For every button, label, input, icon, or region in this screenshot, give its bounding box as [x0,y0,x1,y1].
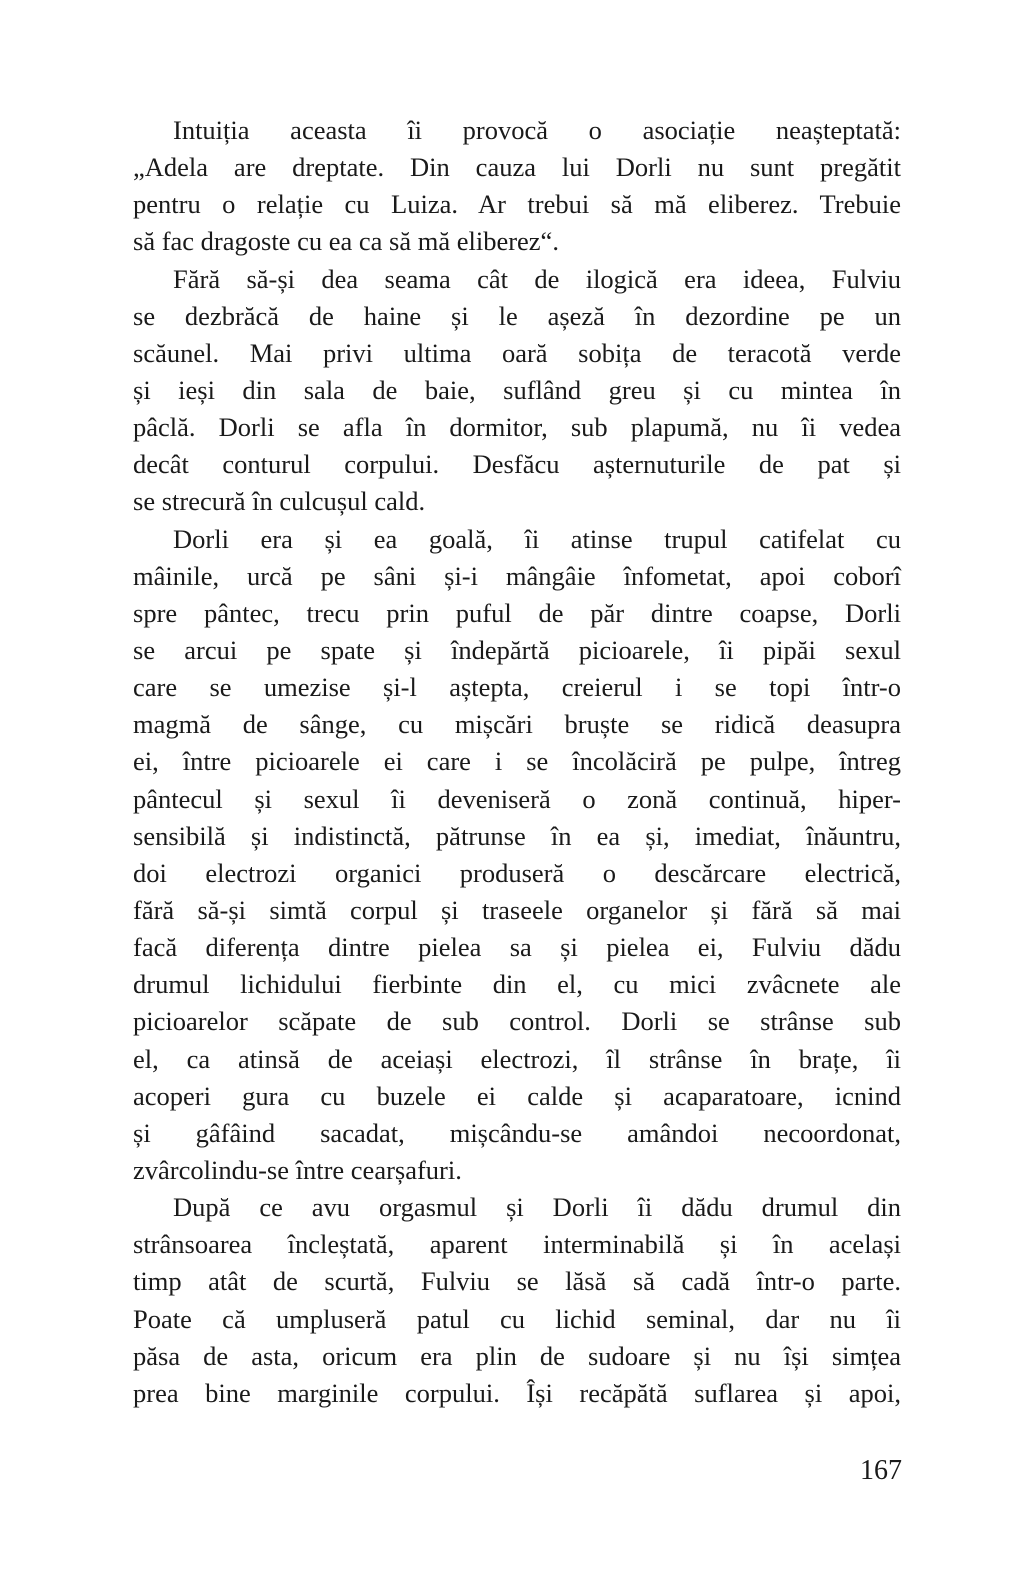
text-line: se arcui pe spate și îndepărtă picioarele, îi pipăi sexul [133,634,901,665]
text-line: pentru o relație cu Luiza. Ar trebui să mă eliberez. Trebuie [133,189,901,220]
text-line: zvârcolindu-se între cearșafuri. [133,1154,462,1185]
text-line: care se umezise și-l aștepta, creierul i se topi într-o [133,672,901,703]
text-line: Poate că umpluseră patul cu lichid seminal, dar nu îi [133,1303,901,1334]
page-number: 167 [860,1455,902,1486]
text-line: Fără să-și dea seama cât de ilogică era ideea, Fulviu [173,263,901,294]
text-line: facă diferența dintre pielea sa și pielea ei, Fulviu dădu [133,932,901,963]
text-line: drumul lichidului fierbinte din el, cu mici zvâcnete ale [133,969,901,1000]
text-line: se dezbrăcă de haine și le așeză în dezordine pe un [133,300,901,331]
text-line: se strecură în culcușul cald. [133,486,426,517]
text-line: el, ca atinsă de aceiași electrozi, îl strânse în brațe, îi [133,1043,901,1074]
text-line: sensibilă și indistinctă, pătrunse în ea și, imediat, înăuntru, [133,820,901,851]
text-line: magmă de sânge, cu mișcări bruște se ridică deasupra [133,709,901,740]
text-line: doi electrozi organici produseră o descărcare electrică, [133,857,901,888]
text-line: pântecul și sexul îi deveniseră o zonă continuă, hiper- [133,783,901,814]
text-line: picioarelor scăpate de sub control. Dorli se strânse sub [133,1006,901,1037]
body-text [133,112,901,1412]
text-line: și ieși din sala de baie, suflând greu și cu mintea în [133,374,901,405]
text-line: decât conturul corpului. Desfăcu așternuturile de pat și [133,449,901,480]
text-line: timp atât de scurtă, Fulviu se lăsă să cadă într-o parte. [133,1266,901,1297]
text-line: păsa de asta, oricum era plin de sudoare și nu își simțea [133,1340,901,1371]
text-line: ei, între picioarele ei care i se încolăciră pe pulpe, întreg [133,746,901,777]
text-line: pâclă. Dorli se afla în dormitor, sub plapumă, nu îi vedea [133,412,901,443]
text-line: Dorli era și ea goală, îi atinse trupul catifelat cu [173,523,901,554]
text-line: prea bine marginile corpului. Își recăpătă suflarea și apoi, [133,1377,901,1408]
text-line: acoperi gura cu buzele ei calde și acaparatoare, icnind [133,1080,901,1111]
text-line: „Adela are dreptate. Din cauza lui Dorli nu sunt pregătit [133,152,901,183]
text-line: Intuiția aceasta îi provocă o asociație neașteptată: [173,115,901,145]
text-line: scăunel. Mai privi ultima oară sobița de teracotă verde [133,337,901,368]
text-line: să fac dragoste cu ea ca să mă eliberez“. [133,226,559,257]
text-line: fără să-și simtă corpul și traseele organelor și fără să mai [133,894,901,925]
text-line: mâinile, urcă pe sâni și-i mângâie înfometat, apoi coborî [133,560,901,591]
text-line: spre pântec, trecu prin puful de păr dintre coapse, Dorli [133,597,901,628]
text-line: După ce avu orgasmul și Dorli îi dădu drumul din [173,1192,901,1223]
text-line: strânsoarea încleștată, aparent interminabilă și în același [133,1229,901,1260]
text-line: și gâfâind sacadat, mișcându-se amândoi necoordonat, [133,1117,901,1148]
